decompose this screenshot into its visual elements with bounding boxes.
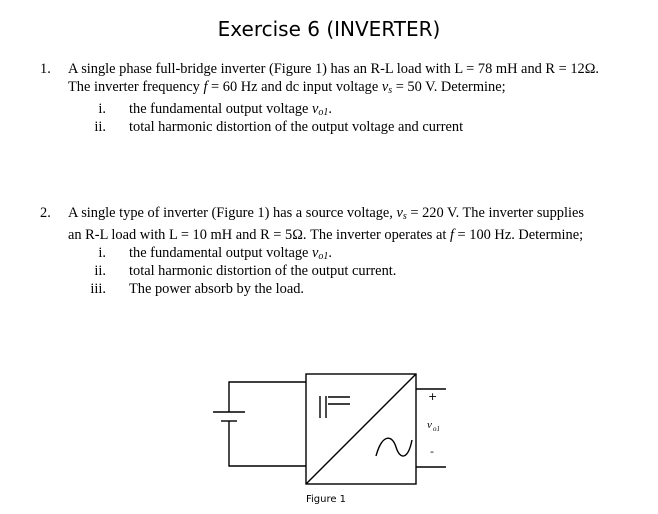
voltage-symbol: v	[396, 205, 403, 221]
question-2-number: 2.	[40, 205, 51, 221]
item-tail: .	[328, 101, 333, 117]
item-symbol: v	[312, 245, 319, 261]
item-text-body: the fundamental output voltage	[129, 245, 313, 261]
voltage-symbol: v	[381, 79, 389, 95]
output-plus-label: +	[428, 390, 438, 403]
output-voltage-symbol: v	[427, 419, 432, 431]
exercise-title: Exercise 6 (INVERTER)	[217, 17, 441, 41]
item-number: ii.	[94, 263, 106, 279]
item-text: The power absorb by the load.	[129, 281, 305, 297]
output-voltage-sub: o1	[433, 425, 440, 433]
item-number: iii.	[90, 281, 106, 297]
item-number: ii.	[94, 119, 106, 135]
dc-top-wire	[229, 382, 306, 412]
inverter-diagonal	[306, 374, 416, 484]
item-text: total harmonic distortion of the output current.	[129, 263, 397, 279]
item-text: total harmonic distortion of the output voltage and current	[129, 119, 464, 135]
question-2-line-1-suffix: = 220 V. The inverter supplies	[406, 205, 584, 221]
question-2-line-1-prefix: A single type of inverter (Figure 1) has a source voltage,	[68, 205, 397, 221]
item-symbol: v	[312, 101, 319, 117]
item-subscript: o1	[318, 251, 329, 262]
item-number: i.	[98, 101, 106, 117]
question-1-line-2-middle: = 60 Hz and dc input voltage	[207, 79, 382, 95]
figure-caption: Figure 1	[305, 494, 347, 505]
item-number: i.	[98, 245, 106, 261]
question-1-line-1-text: A single phase full-bridge inverter (Figure 1) has an R-L load with L = 78 mH and R = 12Ω.	[68, 61, 600, 77]
question-1-line-2-prefix: The inverter frequency	[68, 79, 204, 95]
voltage-subscript: s	[388, 85, 393, 96]
question-2-line-2-suffix: = 100 Hz. Determine;	[453, 227, 584, 243]
frequency-symbol: f	[449, 227, 454, 243]
output-minus-label: -	[430, 445, 434, 458]
item-tail: .	[328, 245, 333, 261]
voltage-subscript: s	[402, 211, 407, 222]
frequency-symbol: f	[203, 79, 208, 95]
question-1-line-2-suffix: = 50 V. Determine;	[392, 79, 506, 95]
dc-bottom-wire	[229, 421, 306, 466]
question-2-line-2-prefix: an R-L load with L = 10 mH and R = 5Ω. The inverter operates at	[68, 227, 450, 243]
item-subscript: o1	[318, 107, 329, 118]
item-text-body: the fundamental output voltage	[129, 101, 313, 117]
question-1-number: 1.	[40, 61, 51, 77]
ac-sine-symbol	[376, 438, 412, 456]
